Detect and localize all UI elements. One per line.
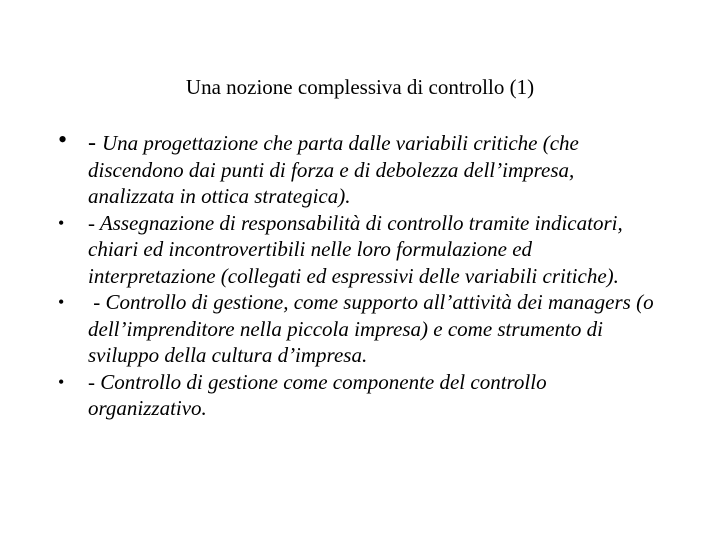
- bullet-item-3: [58, 289, 658, 369]
- bullet-icon: •: [58, 371, 65, 392]
- bullet-icon: •: [58, 292, 65, 312]
- bullet-icon: •: [58, 212, 65, 233]
- slide-title: Una nozione complessiva di controllo (1): [185, 75, 535, 99]
- bullet-icon: •: [58, 125, 68, 154]
- bullet-dash: -: [88, 130, 102, 156]
- bullet-text-4: - Controllo di gestione come componente del controllo organizzativo.: [88, 369, 547, 420]
- bullet-text-1: Una progettazione che parta dalle variabili critiche (che discendono dai punti di forza e di debolezza dell’impresa, analizzata in ottica strategica).: [88, 131, 579, 208]
- bullet-text-3: - Controllo di gestione, come supporto all’attività dei managers (o dell’imprenditore nella piccola impresa) e come strumento di sviluppo della cultura d’impresa.: [88, 290, 659, 367]
- bullet-item-1: [58, 125, 658, 210]
- bullet-list: [58, 125, 659, 422]
- bullet-item-2: [58, 210, 658, 290]
- bullet-text-2: - Assegnazione di responsabilità di controllo tramite indicatori, chiari ed incontrovertibili nelle loro formulazione ed interpretazione (collegati ed espressivi delle variabili critiche).: [88, 210, 623, 288]
- bullet-item-4: [58, 369, 658, 422]
